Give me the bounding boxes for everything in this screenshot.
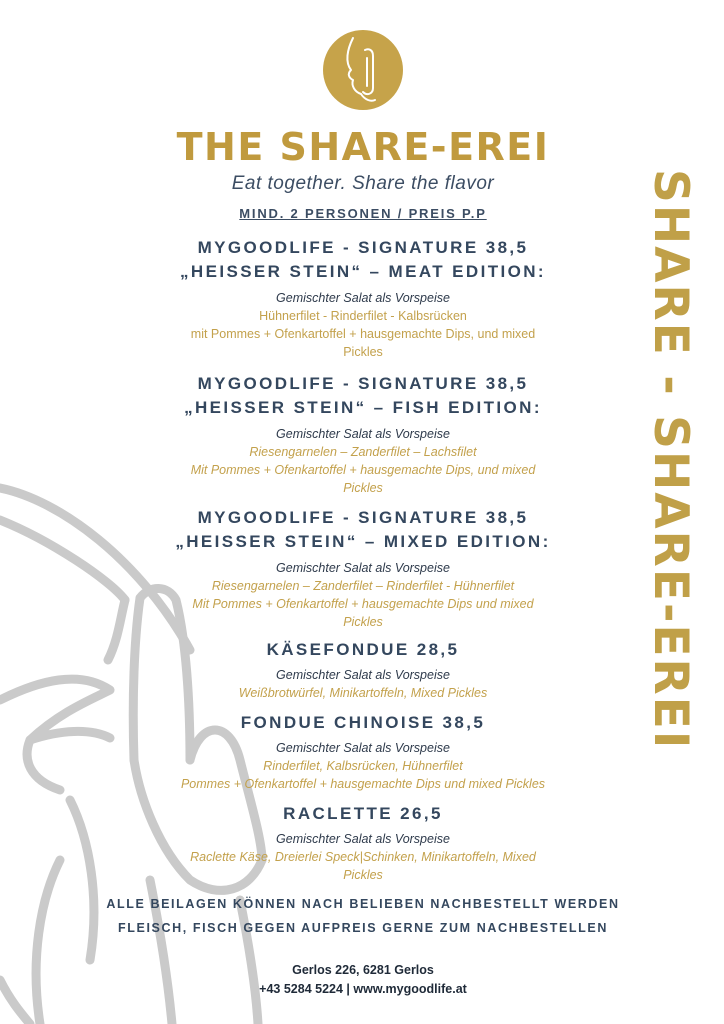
menu-section-meat-edition xyxy=(120,236,606,361)
menu-section-mixed-edition xyxy=(120,506,606,631)
page-title: THE SHARE-EREI xyxy=(176,125,550,169)
starter-line: Gemischter Salat als Vorspeise xyxy=(276,291,450,305)
menu-heading: MYGOODLIFE - SIGNATURE 38,5 xyxy=(197,238,529,257)
menu-item-line: mit Pommes + Ofenkartoffel + hausgemachte Dips, und mixed xyxy=(190,327,536,341)
menu-section-raclette xyxy=(120,802,606,884)
starter-line: Gemischter Salat als Vorspeise xyxy=(276,561,450,575)
starter-line: Gemischter Salat als Vorspeise xyxy=(276,741,450,755)
side-title: SHARE - SHARE-EREI xyxy=(643,169,698,751)
starter-line: Gemischter Salat als Vorspeise xyxy=(276,668,450,682)
menu-section-fondue-chinoise xyxy=(120,711,606,793)
menu-item-line: Pickles xyxy=(343,868,383,882)
menu-item-line: Riesengarnelen – Zanderfilet – Rinderfilet - Hühnerfilet xyxy=(211,579,515,593)
menu-item-line: Mit Pommes + Ofenkartoffel + hausgemachte Dips und mixed xyxy=(192,597,534,611)
menu-heading: RACLETTE 26,5 xyxy=(283,804,443,823)
menu-item-line: Pickles xyxy=(343,345,383,359)
menu-item-line: Hühnerfilet - Rinderfilet - Kalbsrücken xyxy=(259,309,467,323)
menu-heading-sub: „HEISSER STEIN“ – FISH EDITION: xyxy=(184,398,542,417)
menu-item-line: Weißbrotwürfel, Minikartoffeln, Mixed Pickles xyxy=(238,686,488,700)
menu-heading: KÄSEFONDUE 28,5 xyxy=(266,640,460,659)
menu-item-line: Pickles xyxy=(343,615,383,629)
tagline: Eat together. Share the flavor xyxy=(231,173,495,194)
menu-item-line: Riesengarnelen – Zanderfilet – Lachsfilet xyxy=(249,445,477,459)
menu-section-fish-edition xyxy=(120,372,606,497)
starter-line: Gemischter Salat als Vorspeise xyxy=(276,832,450,846)
menu-heading: FONDUE CHINOISE 38,5 xyxy=(240,713,486,732)
phone-and-website: +43 5284 5224 | www.mygoodlife.at xyxy=(259,982,467,996)
menu-item-line: Raclette Käse, Dreierlei Speck|Schinken, Minikartoffeln, Mixed xyxy=(190,850,536,864)
menu-heading: MYGOODLIFE - SIGNATURE 38,5 xyxy=(197,508,529,527)
address: Gerlos 226, 6281 Gerlos xyxy=(292,963,434,977)
contact-block xyxy=(120,961,606,999)
minimum-persons-note: MIND. 2 PERSONEN / PREIS P.P xyxy=(239,206,487,221)
side-dishes-note xyxy=(60,892,666,940)
footer-note-line: ALLE BEILAGEN KÖNNEN NACH BELIEBEN NACHBESTELLT WERDEN xyxy=(106,897,620,911)
menu-item-line: Rinderfilet, Kalbsrücken, Hühnerfilet xyxy=(263,759,463,773)
footer-note-line: FLEISCH, FISCH GEGEN AUFPREIS GERNE ZUM NACHBESTELLEN xyxy=(118,921,608,935)
whispering-face-logo-icon xyxy=(323,30,403,110)
menu-section-kaesefondue xyxy=(120,638,606,702)
starter-line: Gemischter Salat als Vorspeise xyxy=(276,427,450,441)
menu-heading-sub: „HEISSER STEIN“ – MEAT EDITION: xyxy=(180,262,546,281)
menu-item-line: Mit Pommes + Ofenkartoffel + hausgemachte Dips, und mixed xyxy=(190,463,536,477)
menu-heading-sub: „HEISSER STEIN“ – MIXED EDITION: xyxy=(175,532,551,551)
menu-heading: MYGOODLIFE - SIGNATURE 38,5 xyxy=(197,374,529,393)
menu-item-line: Pommes + Ofenkartoffel + hausgemachte Dips und mixed Pickles xyxy=(180,777,546,791)
menu-item-line: Pickles xyxy=(343,481,383,495)
